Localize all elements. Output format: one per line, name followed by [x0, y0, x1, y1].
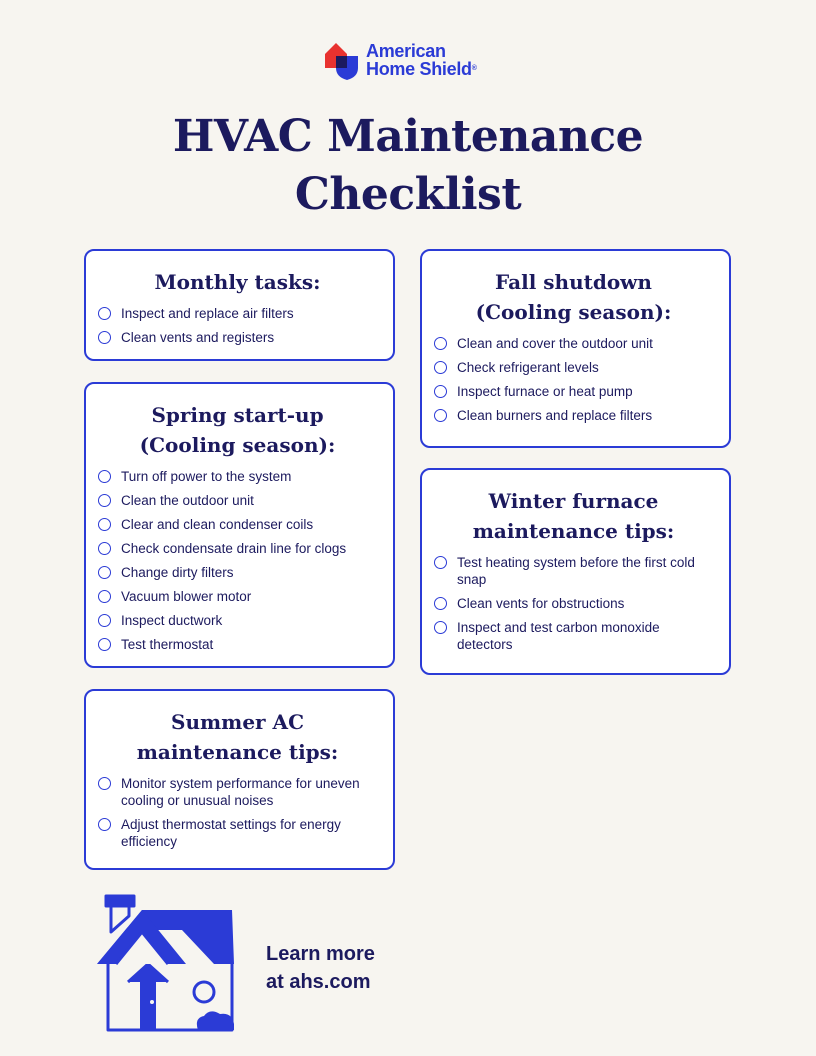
radio-circle-icon[interactable] — [98, 590, 111, 603]
registered-mark: ® — [471, 65, 477, 72]
checklist-item — [96, 329, 379, 346]
checklist-item-label: Change dirty filters — [121, 565, 234, 580]
radio-circle-icon[interactable] — [98, 638, 111, 651]
brand-logo — [325, 40, 477, 80]
checklist-item-label: Vacuum blower motor — [121, 589, 252, 604]
radio-circle-icon[interactable] — [98, 777, 111, 790]
checklist-item-label: Test thermostat — [121, 637, 214, 652]
checklist-item-label: Clear and clean condenser coils — [121, 517, 314, 532]
radio-circle-icon[interactable] — [98, 494, 111, 507]
checklist-item-label: Clean vents and registers — [121, 330, 275, 345]
cta-line-2: at ahs.com — [266, 971, 371, 993]
card-title — [96, 267, 379, 297]
checklist-item — [432, 359, 715, 376]
radio-circle-icon[interactable] — [98, 307, 111, 320]
checklist-item — [432, 595, 715, 612]
house-shield-logo-icon — [325, 40, 363, 80]
radio-circle-icon[interactable] — [98, 614, 111, 627]
card-summer — [84, 689, 395, 870]
checklist-item — [96, 775, 379, 809]
radio-circle-icon[interactable] — [98, 566, 111, 579]
radio-circle-icon[interactable] — [434, 621, 447, 634]
checklist-item-label: Check condensate drain line for clogs — [121, 541, 347, 556]
checklist-item — [96, 516, 379, 533]
checklist-item — [432, 554, 715, 588]
card-title-line: Summer AC — [171, 710, 304, 734]
checklist — [96, 468, 379, 653]
checklist-item-label: Adjust thermostat settings for energy efficiency — [121, 817, 341, 849]
card-title — [96, 707, 379, 767]
checklist — [432, 554, 715, 653]
checklist-item-label: Inspect and test carbon monoxide detectors — [457, 620, 660, 652]
radio-circle-icon[interactable] — [434, 337, 447, 350]
card-winter — [420, 468, 731, 675]
brand-line-1: American — [366, 41, 446, 61]
checklist-item-label: Turn off power to the system — [121, 469, 292, 484]
checklist-item-label: Clean burners and replace filters — [457, 408, 653, 423]
checklist-item-label: Inspect and replace air filters — [121, 306, 294, 321]
checklist-item-label: Clean and cover the outdoor unit — [457, 336, 653, 351]
card-title-line: (Cooling season): — [139, 433, 336, 457]
checklist-item — [96, 588, 379, 605]
checklist-item — [432, 619, 715, 653]
card-title-line: maintenance tips: — [136, 740, 339, 764]
brand-name — [366, 42, 477, 78]
checklist — [432, 335, 715, 424]
card-title-line: (Cooling season): — [475, 300, 672, 324]
checklist-item — [96, 540, 379, 557]
checklist-item — [96, 636, 379, 653]
page-title-line-1: HVAC Maintenance — [172, 111, 644, 162]
radio-circle-icon[interactable] — [98, 818, 111, 831]
card-spring — [84, 382, 395, 668]
radio-circle-icon[interactable] — [434, 409, 447, 422]
checklist-item-label: Clean vents for obstructions — [457, 596, 625, 611]
checklist-item — [96, 816, 379, 850]
checklist-item — [96, 492, 379, 509]
card-title — [432, 267, 715, 327]
brand-line-2: Home Shield — [366, 59, 472, 79]
card-fall — [420, 249, 731, 448]
checklist-item — [432, 335, 715, 352]
radio-circle-icon[interactable] — [434, 597, 447, 610]
house-illustration-icon — [94, 894, 236, 1034]
card-title-line: maintenance tips: — [472, 519, 675, 543]
checklist-item-label: Check refrigerant levels — [457, 360, 599, 375]
radio-circle-icon[interactable] — [98, 331, 111, 344]
radio-circle-icon[interactable] — [98, 470, 111, 483]
radio-circle-icon[interactable] — [98, 518, 111, 531]
card-title — [96, 400, 379, 460]
checklist-item — [432, 383, 715, 400]
card-monthly — [84, 249, 395, 361]
checklist-item — [96, 612, 379, 629]
card-title-line: Winter furnace — [488, 489, 659, 513]
card-title-line: Spring start-up — [151, 403, 324, 427]
checklist-item — [96, 564, 379, 581]
checklist-item — [96, 305, 379, 322]
checklist-item — [432, 407, 715, 424]
checklist-item-label: Inspect furnace or heat pump — [457, 384, 633, 399]
page-title-line-2: Checklist — [294, 169, 522, 220]
radio-circle-icon[interactable] — [434, 361, 447, 374]
learn-more-text — [266, 940, 375, 996]
checklist-item-label: Clean the outdoor unit — [121, 493, 254, 508]
checklist-item — [96, 468, 379, 485]
card-title-line: Monthly tasks: — [154, 270, 321, 294]
checklist-item-label: Monitor system performance for uneven cooling or unusual noises — [121, 776, 360, 808]
page-title — [0, 108, 816, 224]
checklist — [96, 305, 379, 346]
radio-circle-icon[interactable] — [434, 556, 447, 569]
checklist — [96, 775, 379, 850]
checklist-item-label: Inspect ductwork — [121, 613, 223, 628]
card-title-line: Fall shutdown — [495, 270, 652, 294]
checklist-item-label: Test heating system before the first cold snap — [457, 555, 695, 587]
radio-circle-icon[interactable] — [434, 385, 447, 398]
cta-line-1: Learn more — [266, 943, 375, 965]
radio-circle-icon[interactable] — [98, 542, 111, 555]
card-title — [432, 486, 715, 546]
